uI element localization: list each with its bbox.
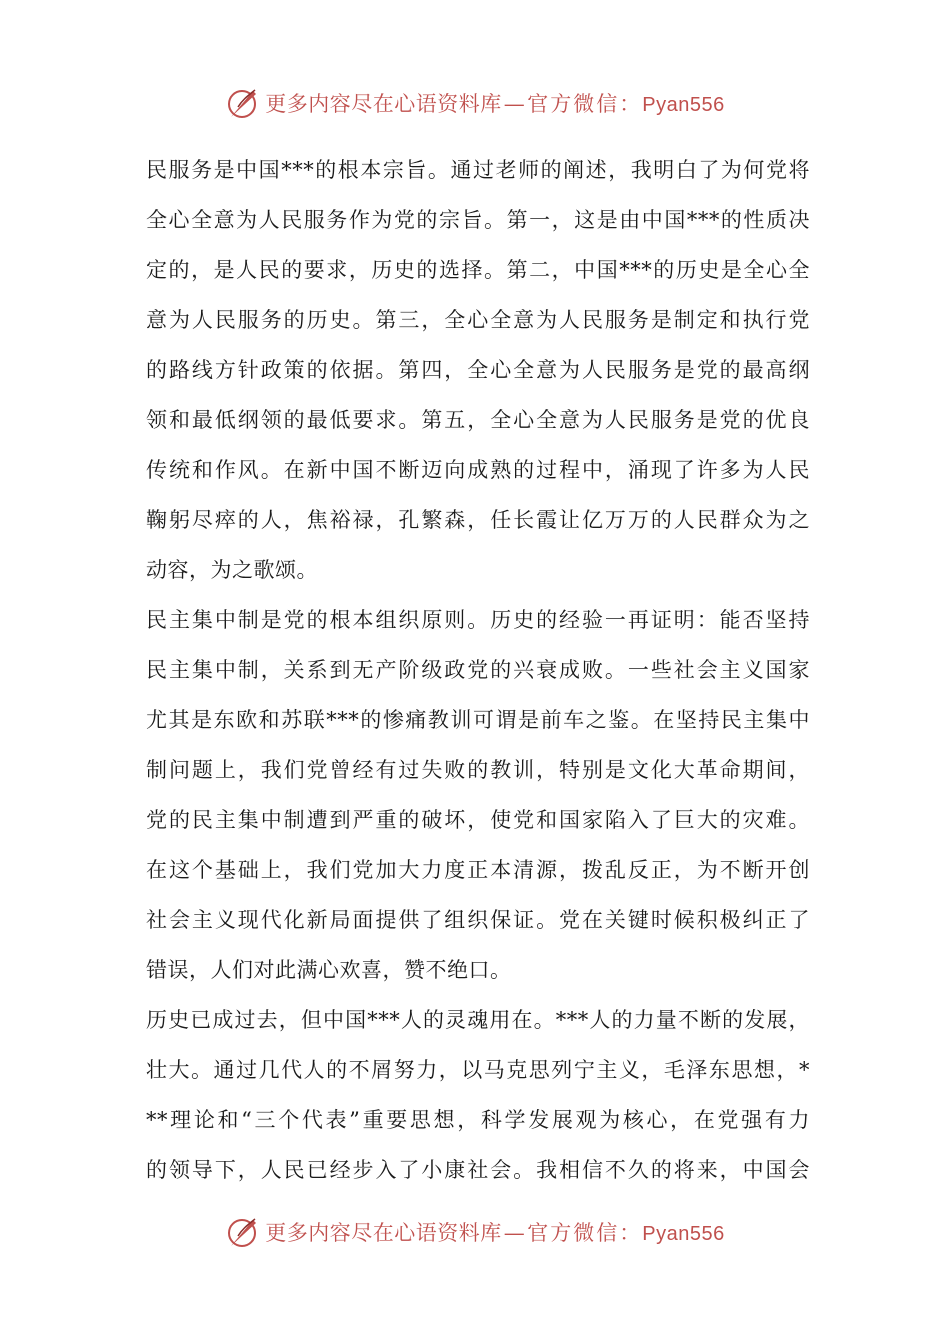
quill-logo-icon (225, 85, 261, 121)
text-line: 尤其是东欧和苏联***的惨痛教训可谓是前车之鉴。在坚持民主集中 (146, 708, 810, 732)
text-line: 历史已成过去，但中国***人的灵魂用在。***人的力量不断的发展， (146, 1008, 810, 1032)
text-line: 社会主义现代化新局面提供了组织保证。党在关键时候积极纠正了 (146, 908, 810, 932)
header-text (265, 88, 724, 118)
text-line: 鞠躬尽瘁的人，焦裕禄，孔繁森，任长霞让亿万万的人民群众为之 (146, 508, 810, 532)
text-line: 壮大。通过几代人的不屑努力，以马克思列宁主义，毛泽东思想，* (146, 1058, 810, 1082)
header-banner (0, 83, 950, 123)
text-line: 传统和作风。在新中国不断迈向成熟的过程中，涌现了许多为人民 (146, 458, 810, 482)
header-title: 更多内容尽在心语资料库 (265, 92, 502, 116)
text-line: 领和最低纲领的最低要求。第五，全心全意为人民服务是党的优良 (146, 408, 810, 432)
text-line: 民服务是中国***的根本宗旨。通过老师的阐述，我明白了为何党将 (146, 158, 810, 182)
text-line: 错误，人们对此满心欢喜，赞不绝口。 (146, 958, 512, 982)
text-line: 民主集中制是党的根本组织原则。历史的经验一再证明：能否坚持 (146, 608, 810, 632)
text-line: **理论和“三个代表”重要思想，科学发展观为核心，在党强有力 (146, 1108, 810, 1132)
text-line: 在这个基础上，我们党加大力度正本清源，拨乱反正，为不断开创 (146, 858, 810, 882)
footer-text (265, 1217, 724, 1247)
text-line: 定的，是人民的要求，历史的选择。第二，中国***的历史是全心全 (146, 258, 810, 282)
text-line: 的领导下，人民已经步入了小康社会。我相信不久的将来，中国会 (146, 1158, 810, 1182)
text-line: 动容，为之歌颂。 (146, 558, 318, 582)
text-line: 制问题上，我们党曾经有过失败的教训，特别是文化大革命期间， (146, 758, 810, 782)
text-line: 的路线方针政策的依据。第四，全心全意为人民服务是党的最高纲 (146, 358, 810, 382)
quill-logo-icon (225, 1214, 261, 1250)
footer-wechat-id: Pyan556 (642, 1223, 725, 1245)
footer-banner (0, 1212, 950, 1252)
footer-label: 官方微信： (527, 1221, 643, 1245)
text-line: 全心全意为人民服务作为党的宗旨。第一，这是由中国***的性质决 (146, 208, 810, 232)
header-wechat-id: Pyan556 (642, 94, 725, 116)
text-line: 党的民主集中制遭到严重的破坏，使党和国家陷入了巨大的灾难。 (146, 808, 810, 832)
footer-dash: — (503, 1221, 526, 1245)
header-label: 官方微信： (527, 92, 643, 116)
body-text (146, 145, 810, 1195)
text-line: 民主集中制，关系到无产阶级政党的兴衰成败。一些社会主义国家 (146, 658, 810, 682)
footer-title: 更多内容尽在心语资料库 (265, 1221, 502, 1245)
text-line: 意为人民服务的历史。第三，全心全意为人民服务是制定和执行党 (146, 308, 810, 332)
header-dash: — (503, 92, 526, 116)
